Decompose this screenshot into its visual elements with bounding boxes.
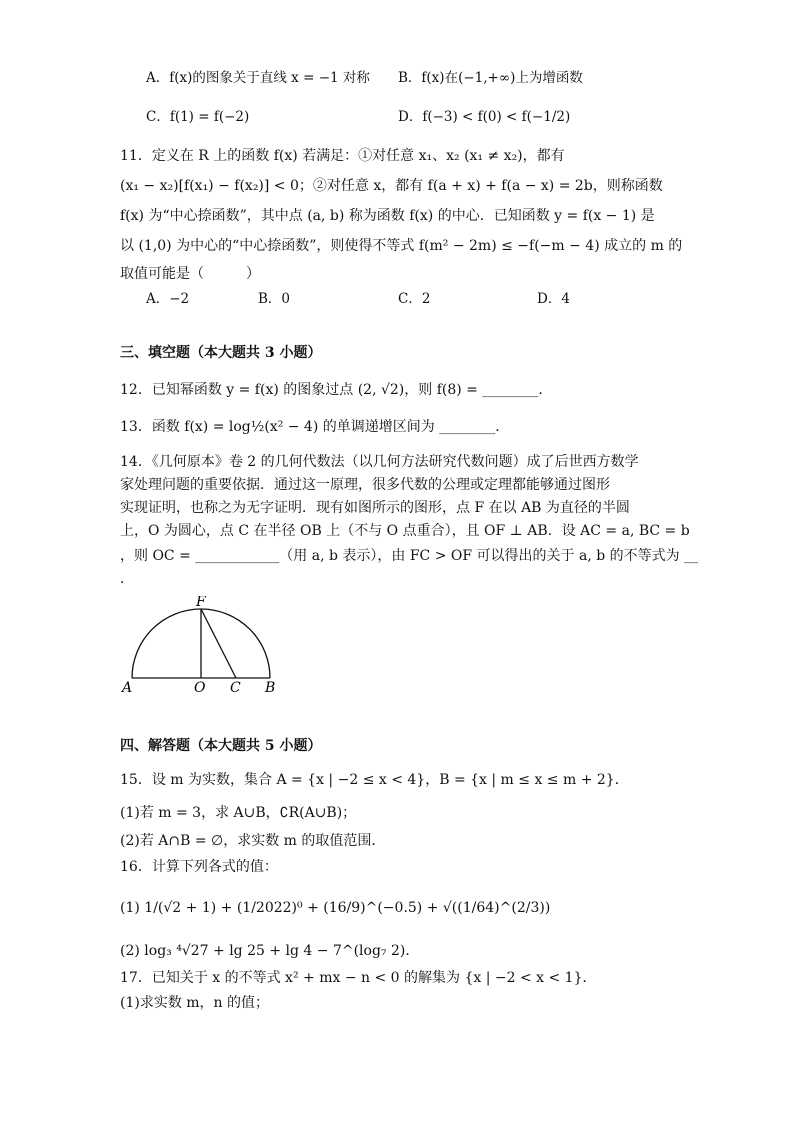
label-o: O bbox=[194, 680, 206, 696]
q15-line-2: (1)若 m = 3，求 A∪B，∁R(A∪B)； bbox=[120, 805, 357, 821]
q14-line-4: 上，O 为圆心，点 C 在半径 OB 上（不与 O 点重合），且 OF ⊥ AB．设 AC = a, BC = b bbox=[120, 523, 690, 539]
label-a: A bbox=[122, 680, 133, 696]
q17-line-2: (1)求实数 m，n 的值； bbox=[120, 995, 270, 1011]
q15-line-3: (2)若 A∩B = ∅，求实数 m 的取值范围． bbox=[120, 833, 386, 849]
q11-line-4: 以 (1,0) 为中心的“中心捺函数”，则使得不等式 f(m² − 2m) ≤ −f(−m − 4) 成立的 m 的 bbox=[120, 238, 683, 254]
q10-option-b: B．f(x)在(−1,+∞)上为增函数 bbox=[398, 70, 583, 86]
q11-option-a: A．−2 bbox=[146, 291, 190, 307]
q16-part-2: (2) log₃ ⁴√27 + lg 25 + lg 4 − 7^(log₇ 2)． bbox=[120, 943, 420, 959]
q11-option-d: D．4 bbox=[537, 291, 570, 307]
q11-option-c: C．2 bbox=[398, 291, 431, 307]
label-b: B bbox=[265, 680, 276, 696]
semicircle-figure bbox=[116, 596, 286, 696]
q14-line-5: ，则 OC = ____________（用 a, b 表示），由 FC > OF 可以得出的关于 a, b 的不等式为 __ bbox=[120, 548, 699, 564]
q10-option-a: A．f(x)的图象关于直线 x = −1 对称 bbox=[146, 70, 370, 86]
label-f: F bbox=[196, 596, 206, 610]
q17-line-1: 17．已知关于 x 的不等式 x² + mx − n < 0 的解集为 {x | −2 < x < 1}． bbox=[120, 970, 597, 986]
q15-line-1: 15．设 m 为实数，集合 A = {x | −2 ≤ x < 4}，B = {x | m ≤ x ≤ m + 2}． bbox=[120, 772, 629, 788]
section-3-heading: 三、填空题（本大题共 3 小题） bbox=[120, 345, 322, 361]
q14-line-1: 14．《几何原本》卷 2 的几何代数法（以几何方法研究代数问题）成了后世西方数学 bbox=[120, 454, 639, 470]
q11-line-2: (x₁ − x₂)[f(x₁) − f(x₂)] < 0；②对任意 x，都有 f(a + x) + f(a − x) = 2b，则称函数 bbox=[120, 178, 663, 194]
q12-text: 12．已知幂函数 y = f(x) 的图象过点 (2, √2)，则 f(8) = ________． bbox=[120, 382, 553, 398]
q10-option-c: C．f(1) = f(−2) bbox=[146, 109, 250, 125]
q16-line-1: 16．计算下列各式的值： bbox=[120, 859, 278, 875]
q11-line-1: 11．定义在 R 上的函数 f(x) 若满足：①对任意 x₁、x₂ (x₁ ≠ x₂)，都有 bbox=[120, 148, 565, 164]
q14-line-2: 家处理问题的重要依据．通过这一原理，很多代数的公理或定理都能够通过图形 bbox=[120, 477, 610, 493]
q11-line-3: f(x) 为“中心捺函数”，其中点 (a, b) 称为函数 f(x) 的中心．已知函数 y = f(x − 1) 是 bbox=[120, 208, 655, 224]
q14-line-6: ． bbox=[120, 571, 134, 587]
segment-fc bbox=[201, 609, 236, 678]
label-c: C bbox=[230, 680, 241, 696]
q11-option-b: B．0 bbox=[258, 291, 291, 307]
section-4-heading: 四、解答题（本大题共 5 小题） bbox=[120, 738, 322, 754]
q13-text: 13．函数 f(x) = log½(x² − 4) 的单调递增区间为 ________． bbox=[120, 419, 510, 435]
q14-line-3: 实现证明，也称之为无字证明．现有如图所示的图形，点 F 在以 AB 为直径的半圆 bbox=[120, 500, 630, 516]
q10-option-d: D．f(−3) < f(0) < f(−1/2) bbox=[398, 109, 571, 125]
q16-part-1: (1) 1/(√2 + 1) + (1/2022)⁰ + (16/9)^(−0.5) + √((1/64)^(2/3)) bbox=[120, 900, 551, 916]
q11-line-5: 取值可能是（ ） bbox=[120, 266, 260, 282]
